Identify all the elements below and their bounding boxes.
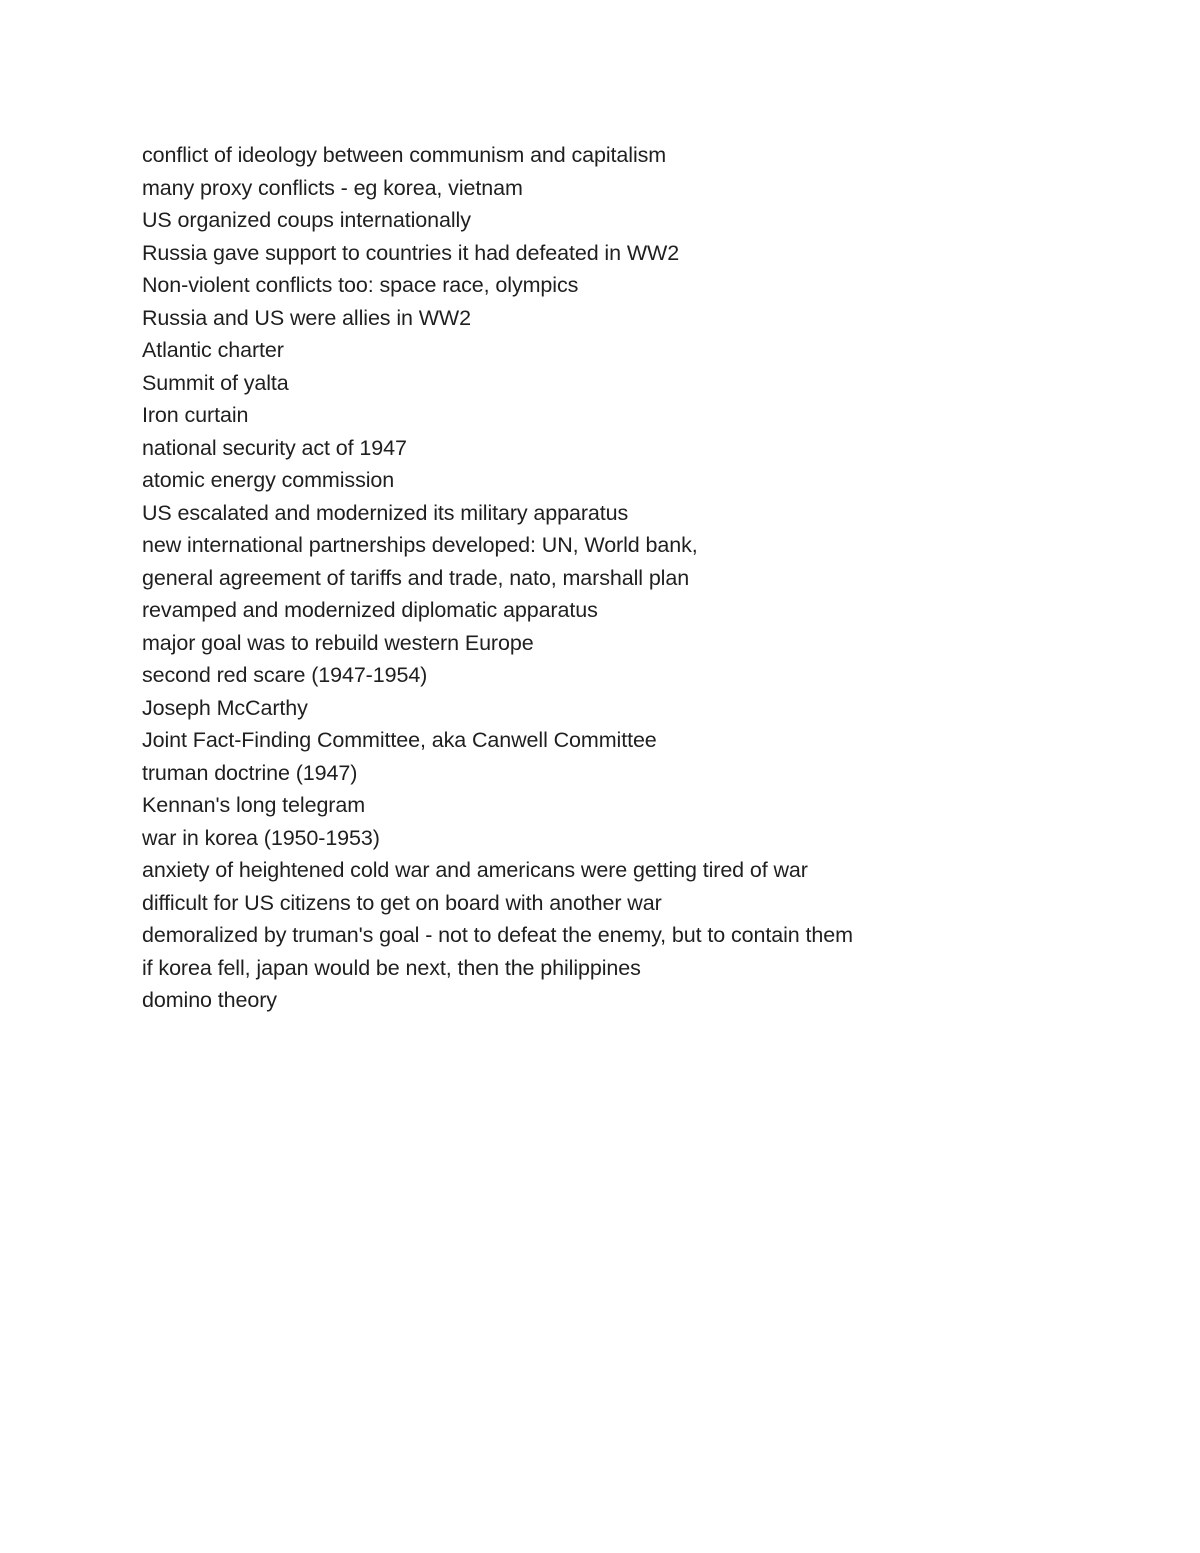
note-line: conflict of ideology between communism and capitalism	[142, 143, 667, 167]
note-line: major goal was to rebuild western Europe	[142, 630, 534, 655]
note-line: Kennan's long telegram	[142, 793, 366, 817]
note-line: Joseph McCarthy	[142, 695, 308, 720]
note-line: domino theory	[142, 988, 277, 1012]
note-line: revamped and modernized diplomatic apparatus	[142, 598, 598, 622]
note-line: difficult for US citizens to get on board with another war	[142, 890, 662, 915]
note-line: Atlantic charter	[142, 338, 284, 362]
note-line: many proxy conflicts - eg korea, vietnam	[142, 175, 523, 200]
notes-list	[142, 139, 1142, 1017]
note-line: new international partnerships developed: UN, World bank,	[142, 533, 698, 557]
note-line: if korea fell, japan would be next, then the philippines	[142, 955, 641, 980]
note-line: second red scare (1947-1954)	[142, 663, 428, 687]
note-line: demoralized by truman's goal - not to defeat the enemy, but to contain them	[142, 923, 853, 947]
note-line: war in korea (1950-1953)	[142, 825, 380, 850]
note-line: anxiety of heightened cold war and americans were getting tired of war	[142, 858, 808, 882]
note-line: national security act of 1947	[142, 435, 407, 460]
note-line: US escalated and modernized its military apparatus	[142, 500, 629, 525]
note-line: US organized coups internationally	[142, 208, 471, 232]
note-line: Non-violent conflicts too: space race, olympics	[142, 273, 579, 297]
note-line: Russia and US were allies in WW2	[142, 305, 471, 330]
note-line: truman doctrine (1947)	[142, 760, 358, 785]
note-line: Iron curtain	[142, 403, 249, 427]
note-line: Russia gave support to countries it had defeated in WW2	[142, 240, 680, 265]
note-line: general agreement of tariffs and trade, nato, marshall plan	[142, 565, 690, 590]
note-line: atomic energy commission	[142, 468, 395, 492]
note-line: Joint Fact-Finding Committee, aka Canwell Committee	[142, 728, 657, 752]
note-line: Summit of yalta	[142, 370, 289, 395]
